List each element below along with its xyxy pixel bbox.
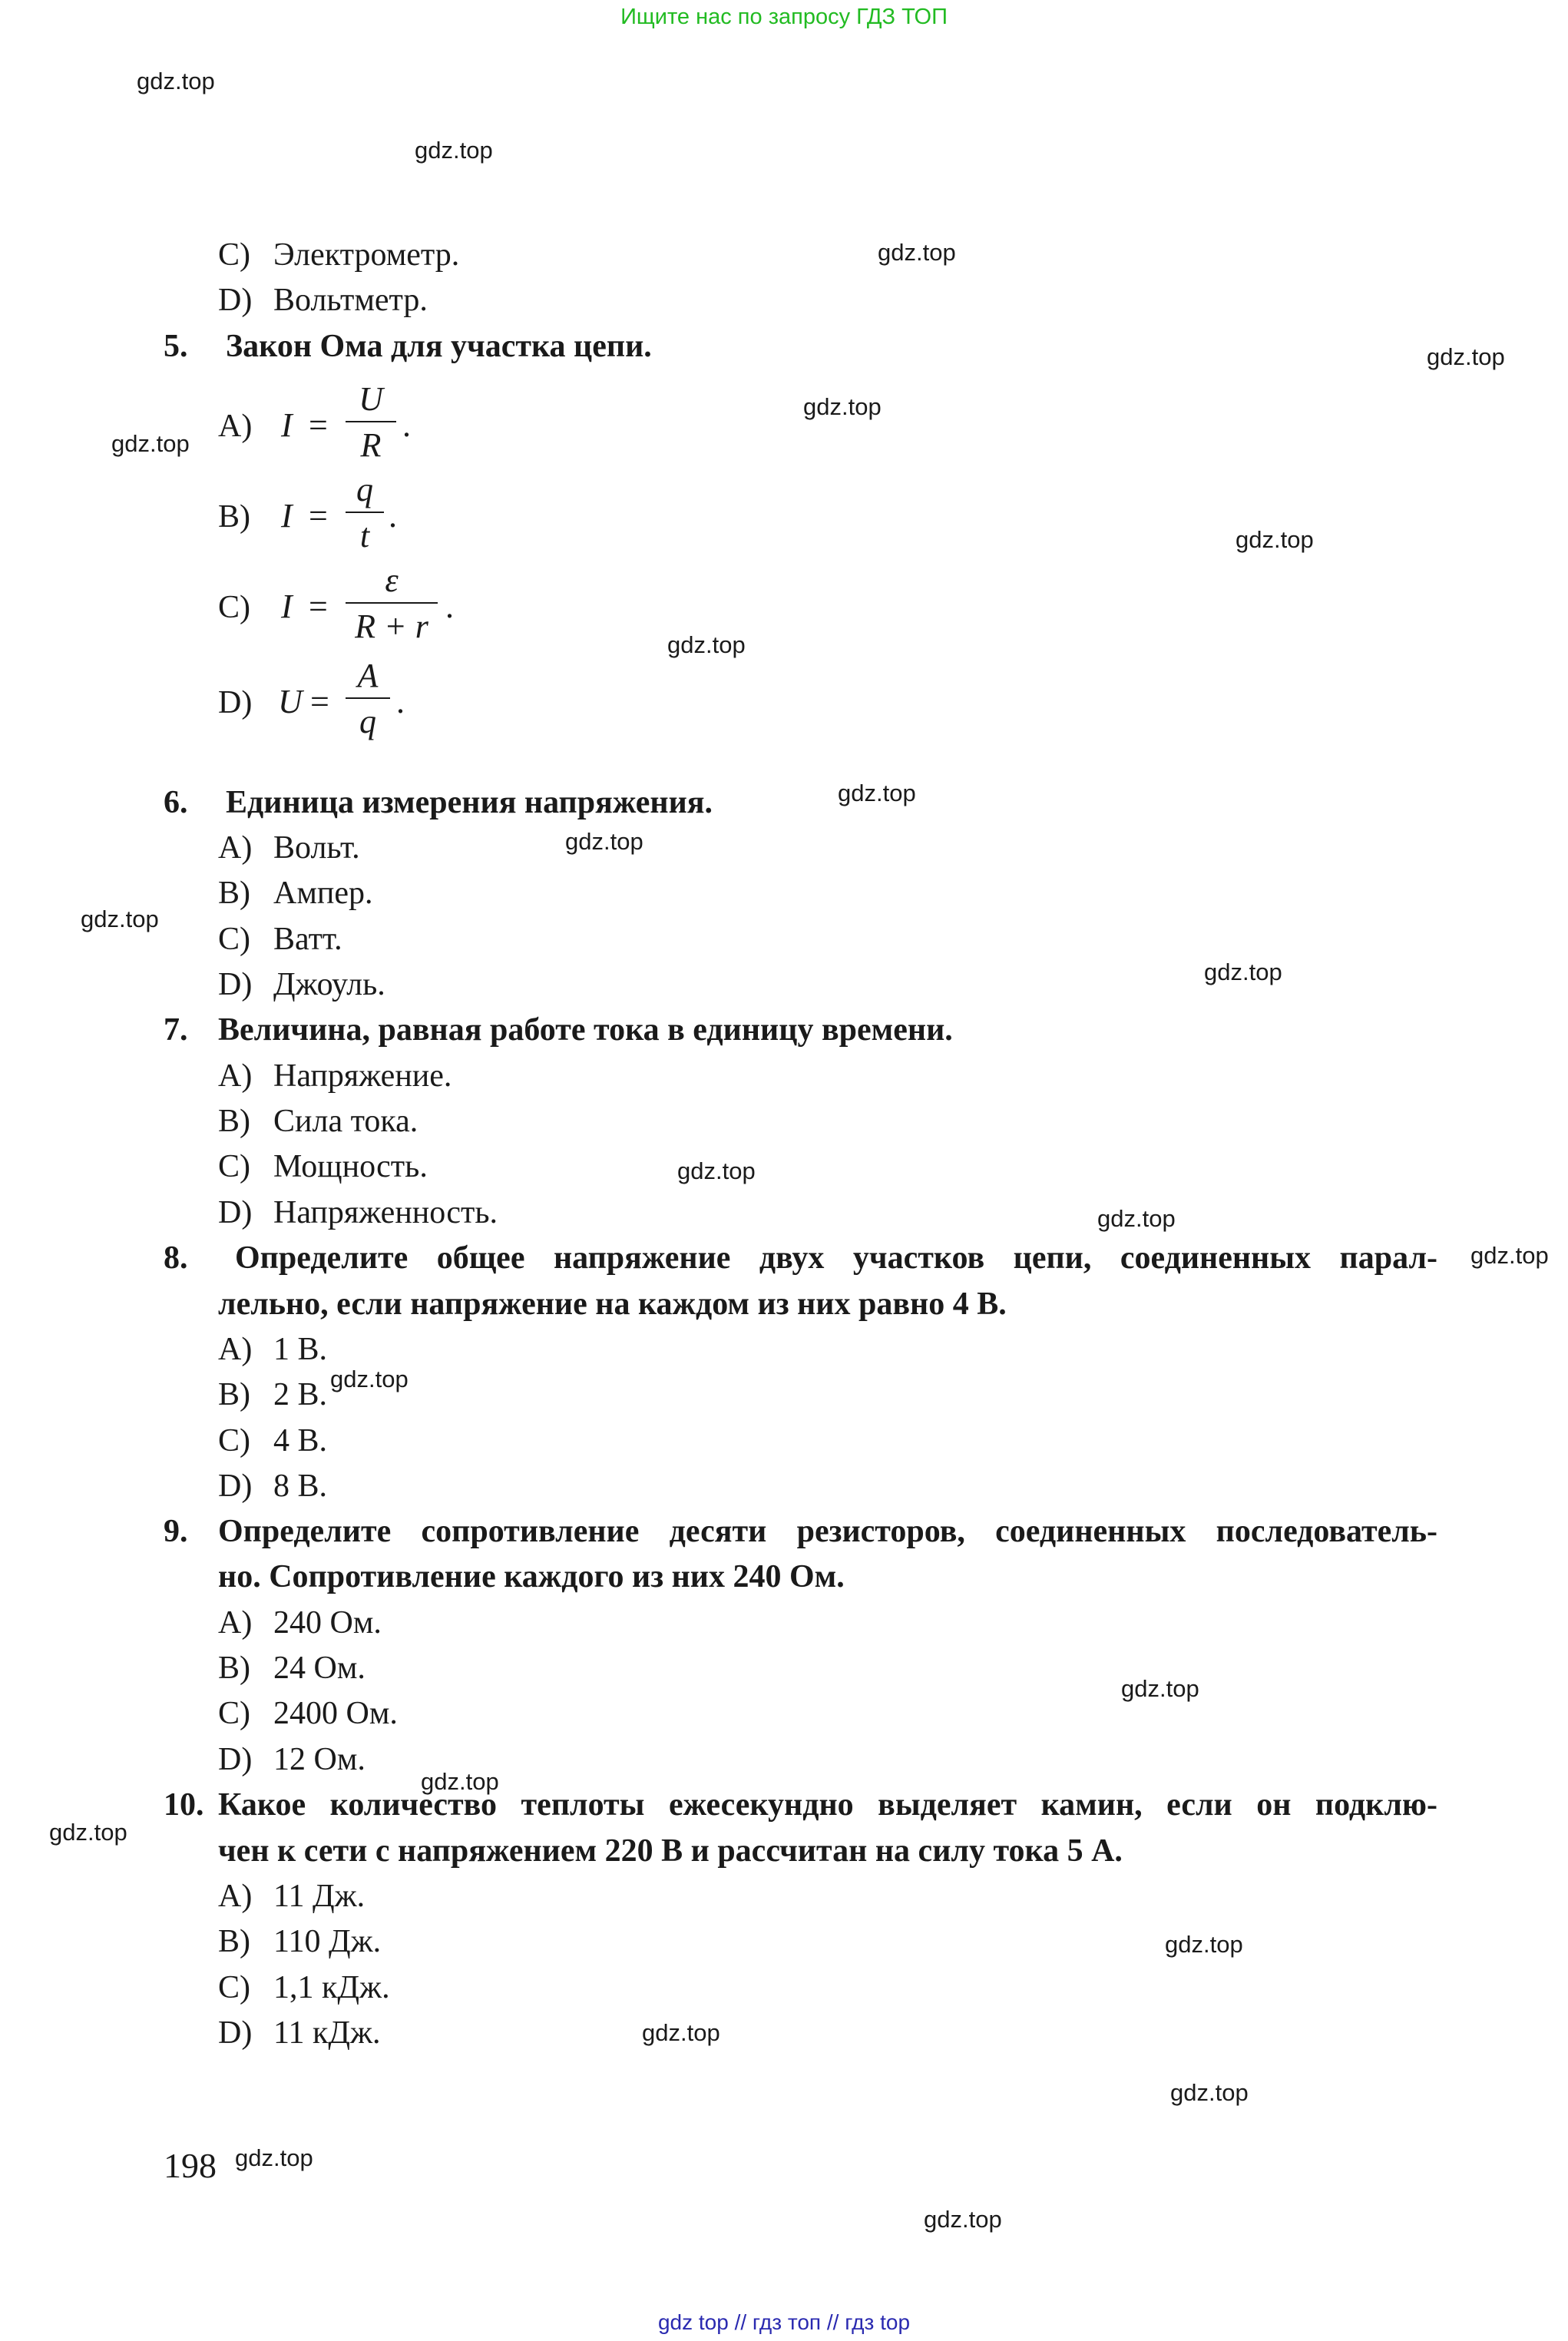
option-d: D) Напряженность. <box>218 1195 498 1230</box>
option-d: D) 11 кДж. <box>218 2015 381 2051</box>
watermark: gdz.top <box>1427 343 1505 370</box>
question-text: Величина, равная работе тока в единицу времени. <box>218 1012 953 1048</box>
bottom-banner[interactable]: gdz top // гдз топ // гдз top <box>657 2310 911 2334</box>
watermark: gdz.top <box>677 1157 756 1184</box>
watermark: gdz.top <box>81 906 159 932</box>
option-c: C) Электрометр. <box>218 237 460 273</box>
formula-option-a: A) I = U R . <box>218 380 411 464</box>
question-number: 7. <box>164 1012 188 1048</box>
watermark: gdz.top <box>838 780 916 806</box>
option-b: B) 110 Дж. <box>218 1924 382 1959</box>
watermark: gdz.top <box>1165 1931 1243 1958</box>
watermark: gdz.top <box>642 2019 720 2046</box>
option-a: A) 240 Ом. <box>218 1605 382 1641</box>
option-c: C) Мощность. <box>218 1149 428 1184</box>
page-number: 198 <box>164 2146 217 2185</box>
watermark: gdz.top <box>1204 959 1282 985</box>
question-text-line1: Определите сопротивление десяти резисторов, соединенных последователь- <box>218 1514 1437 1549</box>
question-number: 5. <box>164 329 188 364</box>
option-b: B) 2 В. <box>218 1377 328 1412</box>
option-d: D) Вольтметр. <box>218 283 428 318</box>
option-b: B) 24 Ом. <box>218 1651 366 1686</box>
watermark: gdz.top <box>1470 1242 1549 1269</box>
watermark: gdz.top <box>111 430 190 457</box>
watermark: gdz.top <box>667 631 746 658</box>
question-number: 10. <box>164 1787 204 1823</box>
watermark: gdz.top <box>878 239 956 266</box>
option-c: C) 4 В. <box>218 1423 328 1459</box>
watermark: gdz.top <box>235 2144 313 2171</box>
question-text-line2: но. Сопротивление каждого из них 240 Ом. <box>218 1559 845 1594</box>
option-a: A) Напряжение. <box>218 1058 452 1094</box>
question-text-line1: Определите общее напряжение двух участков цепи, соединенных парал- <box>235 1240 1437 1276</box>
option-d: D) 12 Ом. <box>218 1742 366 1777</box>
option-d: D) 8 В. <box>218 1469 328 1504</box>
watermark: gdz.top <box>1097 1205 1176 1232</box>
option-c: C) 2400 Ом. <box>218 1696 398 1731</box>
watermark: gdz.top <box>565 828 643 855</box>
formula-option-c: C) I = ε R + r . <box>218 561 454 645</box>
watermark: gdz.top <box>1170 2079 1249 2106</box>
watermark: gdz.top <box>421 1768 499 1795</box>
question-text-line1: Какое количество теплоты ежесекундно выделяет камин, если он подклю- <box>218 1787 1437 1823</box>
option-a: A) 1 В. <box>218 1332 328 1367</box>
watermark: gdz.top <box>1236 526 1314 553</box>
watermark: gdz.top <box>1121 1675 1199 1702</box>
option-c: C) 1,1 кДж. <box>218 1970 390 2005</box>
watermark: gdz.top <box>924 2206 1002 2233</box>
watermark: gdz.top <box>803 393 882 420</box>
formula-option-b: B) I = q t . <box>218 471 397 555</box>
question-number: 9. <box>164 1514 188 1549</box>
formula-option-d: D) U = A q . <box>218 657 405 740</box>
question-text: Закон Ома для участка цепи. <box>226 329 652 364</box>
option-a: A) Вольт. <box>218 830 360 866</box>
option-d: D) Джоуль. <box>218 967 385 1002</box>
watermark: gdz.top <box>330 1366 409 1392</box>
question-text-line2: лельно, если напряжение на каждом из них равно 4 В. <box>218 1286 1007 1322</box>
option-b: B) Ампер. <box>218 876 373 911</box>
option-b: B) Сила тока. <box>218 1104 418 1139</box>
question-text-line2: чен к сети с напряжением 220 В и рассчитан на силу тока 5 А. <box>218 1833 1123 1869</box>
question-number: 6. <box>164 785 188 820</box>
watermark: gdz.top <box>415 137 493 164</box>
top-banner: Ищите нас по запросу ГДЗ ТОП <box>620 5 948 29</box>
watermark: gdz.top <box>49 1819 127 1846</box>
option-a: A) 11 Дж. <box>218 1879 366 1914</box>
question-number: 8. <box>164 1240 188 1276</box>
watermark: gdz.top <box>137 68 215 94</box>
question-text: Единица измерения напряжения. <box>226 785 713 820</box>
option-c: C) Ватт. <box>218 922 342 957</box>
